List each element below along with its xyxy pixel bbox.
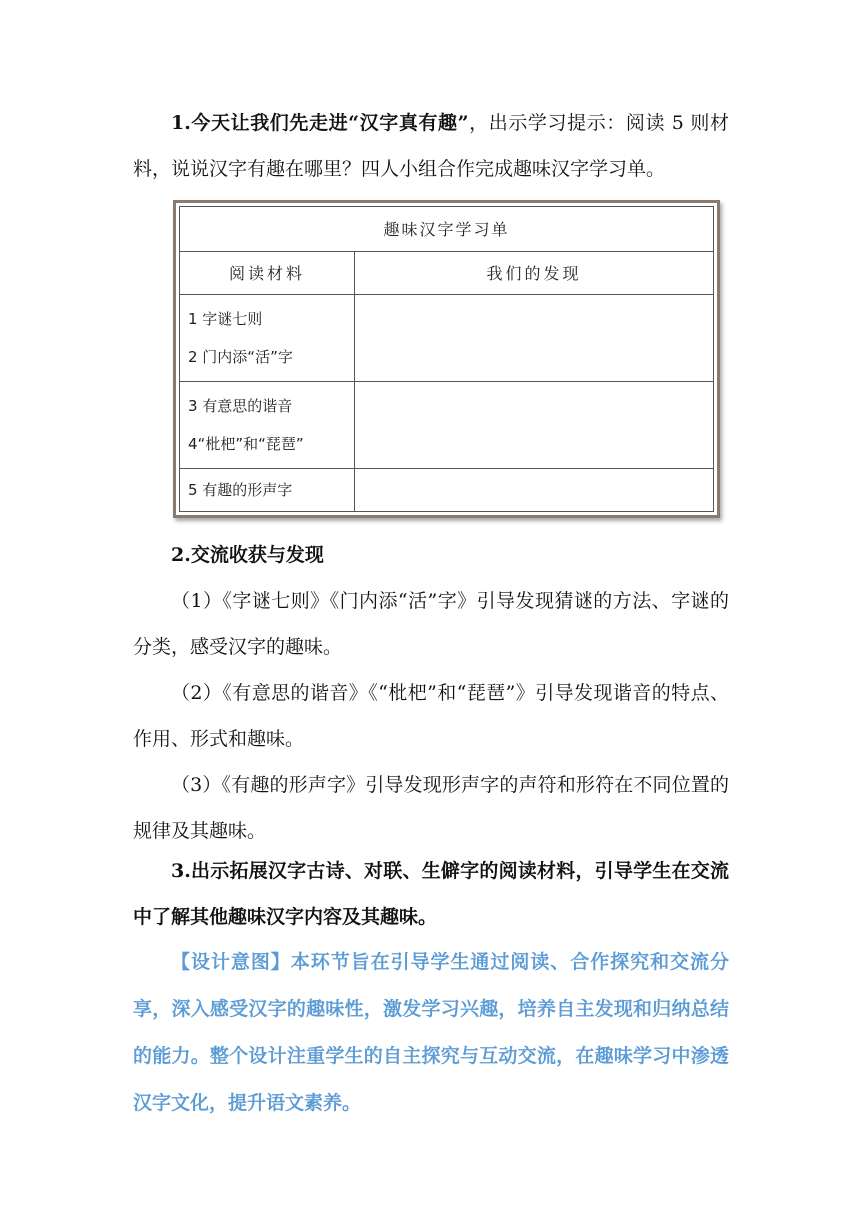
worksheet-title: 趣味汉字学习单 <box>180 207 714 252</box>
intro-rest: ，出示学习提示：阅读 5 则材料，说说汉字有趣在哪里？四人小组合作完成趣味汉字学习单。 <box>133 112 729 180</box>
worksheet-row <box>180 469 714 512</box>
worksheet-material-cell <box>180 382 355 469</box>
intro-quoted: 今天让我们先走进“汉字真有趣” <box>190 112 469 134</box>
worksheet-findings-cell <box>355 469 714 512</box>
worksheet-image <box>173 200 720 518</box>
worksheet-material-cell <box>180 295 355 382</box>
material-item: 3 有意思的谐音 <box>188 397 293 416</box>
worksheet-row <box>180 295 714 382</box>
worksheet-table <box>179 206 714 512</box>
section3-paragraph: 3.出示拓展汉字古诗、对联、生僻字的阅读材料，引导学生在交流中了解其他趣味汉字内容及其趣味。 <box>133 860 729 928</box>
section2-item-3: （3）《有趣的形声字》引导发现形声字的声符和形符在不同位置的规律及其趣味。 <box>133 774 729 842</box>
worksheet-row <box>180 382 714 469</box>
material-item: 5 有趣的形声字 <box>188 481 293 500</box>
material-item: 2 门内添“活”字 <box>188 348 293 367</box>
material-item: 4“枇杷”和“琵琶” <box>188 435 304 454</box>
section2-item-2: （2）《有意思的谐音》《“枇杷”和“琵琶”》引导发现谐音的特点、作用、形式和趣味。 <box>133 682 729 750</box>
intro-paragraph <box>133 100 729 192</box>
worksheet-header-findings: 我们的发现 <box>355 251 714 295</box>
worksheet-findings-cell <box>355 295 714 382</box>
intro-number: 1. <box>171 112 191 134</box>
worksheet-findings-cell <box>355 382 714 469</box>
section2-item-1: （1）《字谜七则》《门内添“活”字》引导发现猜谜的方法、字谜的分类，感受汉字的趣味。 <box>133 590 729 658</box>
worksheet-material-cell <box>180 469 355 512</box>
section2-heading: 2.交流收获与发现 <box>171 544 324 566</box>
design-intent-paragraph: 【设计意图】本环节旨在引导学生通过阅读、合作探究和交流分享，深入感受汉字的趣味性，激发学习兴趣，培养自主发现和归纳总结的能力。整个设计注重学生的自主探究与互动交流，在趣味学习中渗透汉字文化，提升语文素养。 <box>133 951 729 1114</box>
material-item: 1 字谜七则 <box>188 310 263 329</box>
worksheet-header-material: 阅读材料 <box>180 251 355 295</box>
